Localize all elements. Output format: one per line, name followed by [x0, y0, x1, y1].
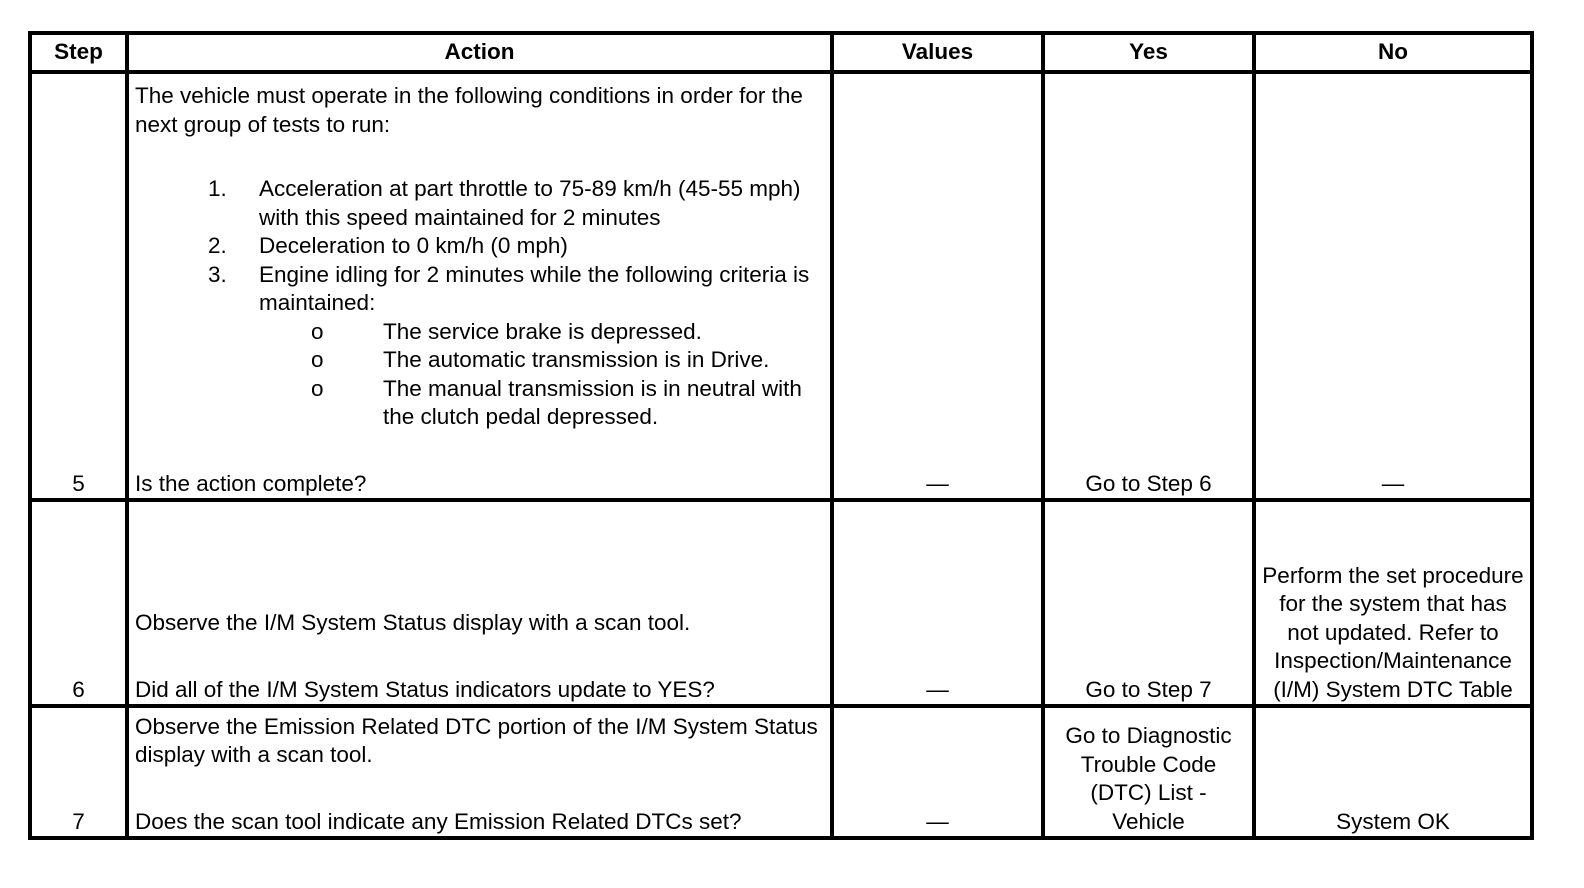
values-cell: — — [832, 706, 1043, 838]
step-number: 7 — [30, 706, 127, 838]
no-cell: — — [1254, 72, 1532, 500]
condition-list — [135, 175, 824, 432]
condition-item — [233, 261, 824, 432]
condition-item-text: Engine idling for 2 minutes while the following criteria is maintained: — [259, 261, 810, 315]
table-row-step-5 — [30, 72, 1532, 500]
table-row-step-6 — [30, 500, 1532, 706]
action-intro: Observe the Emission Related DTC portion of the I/M System Status display with a scan tool. — [135, 713, 818, 767]
header-yes: Yes — [1043, 33, 1254, 72]
header-values: Values — [832, 33, 1043, 72]
no-cell: System OK — [1254, 706, 1532, 838]
condition-item: 2. Deceleration to 0 km/h (0 mph) — [233, 232, 824, 261]
criteria-list — [259, 318, 824, 432]
values-cell: — — [832, 72, 1043, 500]
condition-item: 1. Acceleration at part throttle to 75-89 km/h (45-55 mph) with this speed maintained for 2 minutes — [233, 175, 824, 232]
header-row — [30, 33, 1532, 72]
diagnostic-table — [28, 31, 1534, 840]
header-step: Step — [30, 33, 127, 72]
header-action: Action — [127, 33, 832, 72]
action-cell — [127, 500, 832, 706]
table-row-step-7 — [30, 706, 1532, 838]
yes-cell: Go to Step 6 — [1043, 72, 1254, 500]
yes-cell: Go to Step 7 — [1043, 500, 1254, 706]
action-intro: The vehicle must operate in the following conditions in order for the next group of tests to run: — [135, 83, 803, 137]
step-number: 5 — [30, 72, 127, 500]
yes-cell: Go to Diagnostic Trouble Code (DTC) List - Vehicle — [1043, 706, 1254, 838]
action-question: Did all of the I/M System Status indicators update to YES? — [135, 676, 715, 702]
action-question: Does the scan tool indicate any Emission Related DTCs set? — [135, 808, 742, 834]
action-intro: Observe the I/M System Status display with a scan tool. — [135, 610, 691, 635]
action-cell — [127, 706, 832, 838]
step-number: 6 — [30, 500, 127, 706]
criteria-item: o The service brake is depressed. — [357, 318, 824, 347]
action-cell — [127, 72, 832, 500]
header-no: No — [1254, 33, 1532, 72]
action-question: Is the action complete? — [135, 470, 367, 496]
criteria-item: o The automatic transmission is in Drive. — [357, 346, 824, 375]
criteria-item: o The manual transmission is in neutral with the clutch pedal depressed. — [357, 375, 824, 432]
values-cell: — — [832, 500, 1043, 706]
no-cell: Perform the set procedure for the system that has not updated. Refer to Inspection/Maintenance (I/M) System DTC Table — [1254, 500, 1532, 706]
